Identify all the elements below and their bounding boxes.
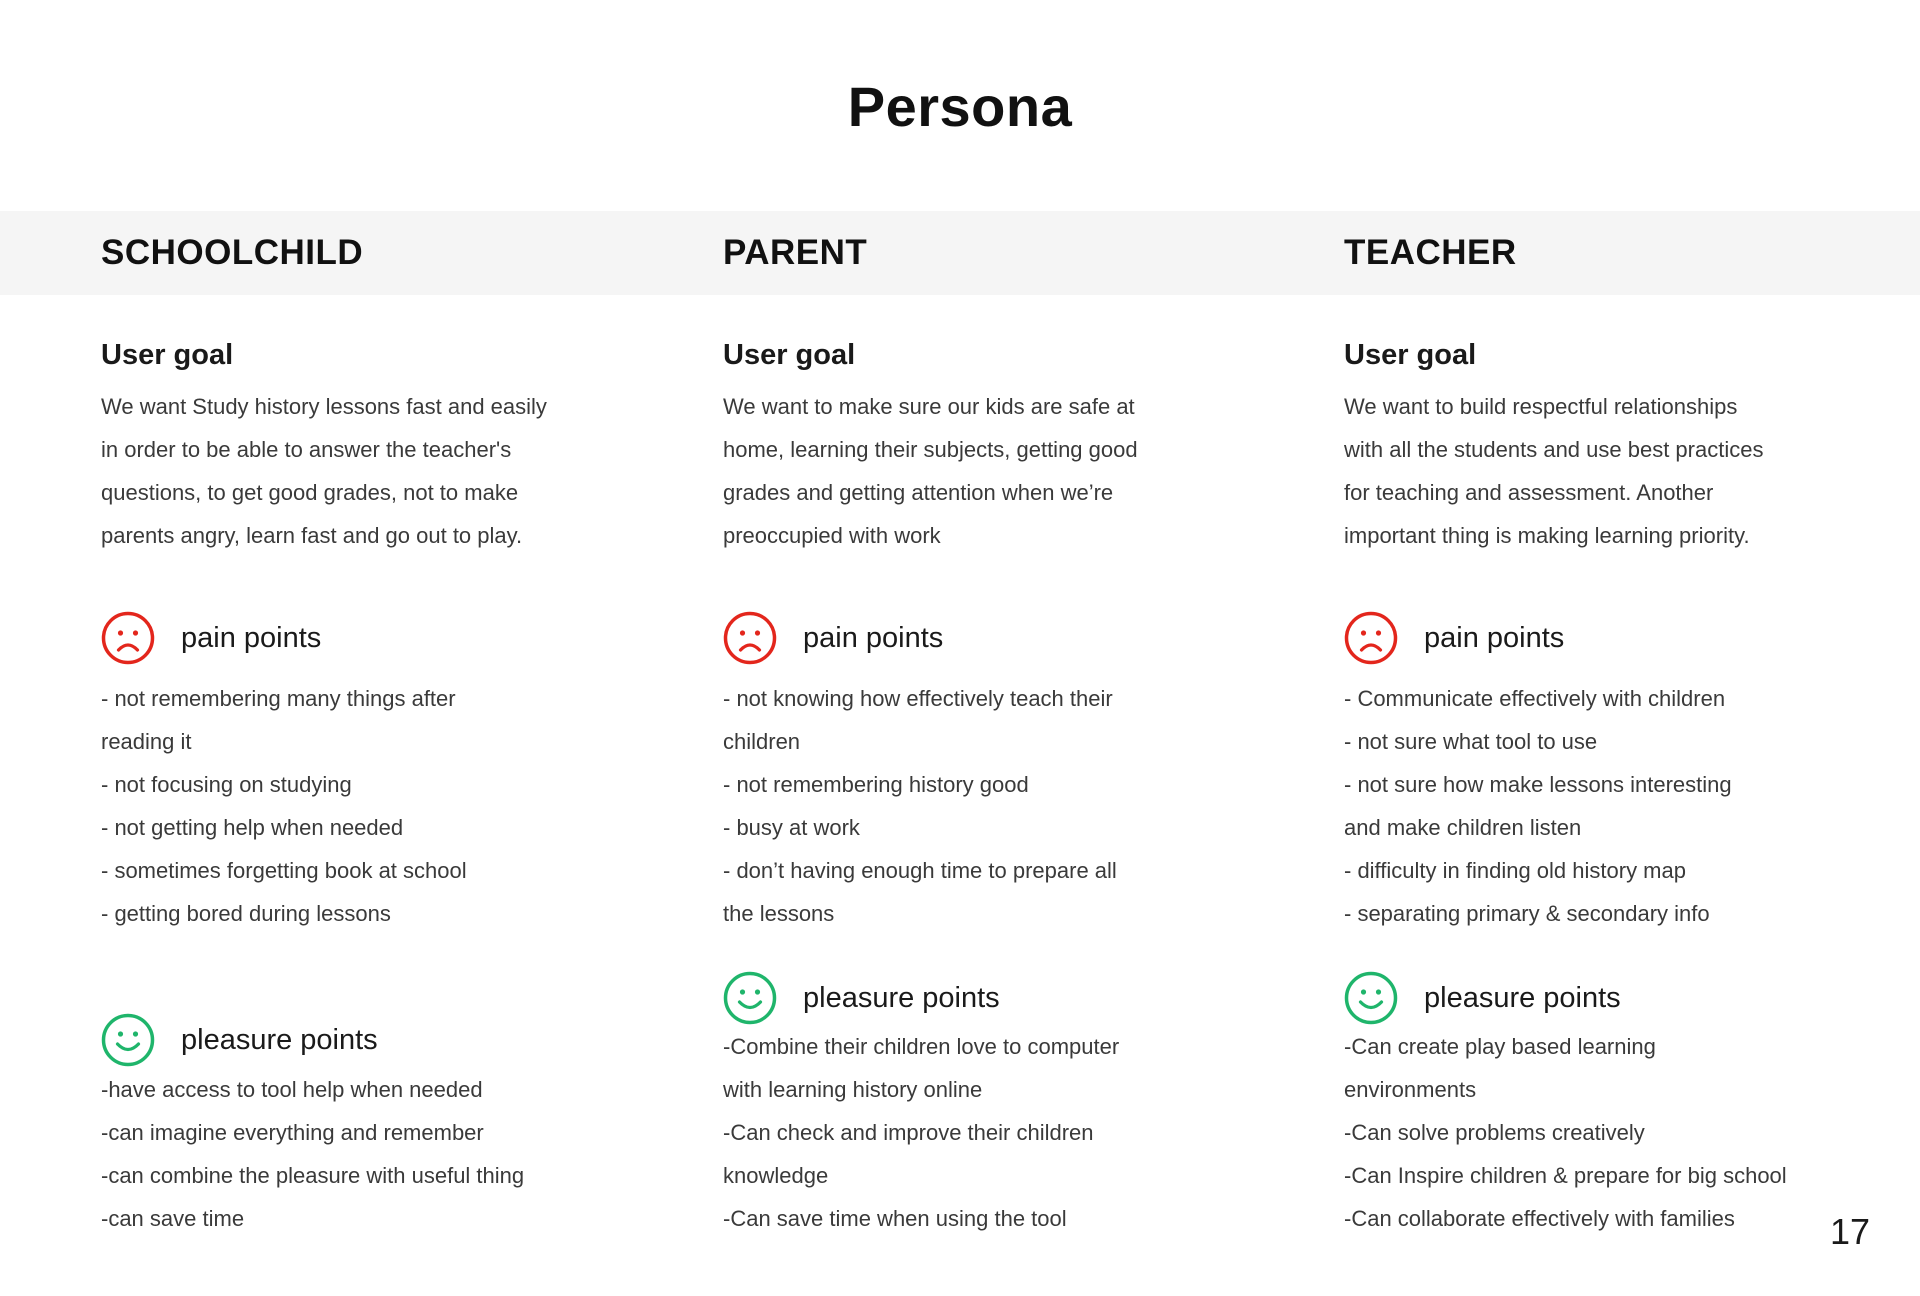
list-item: - not focusing on studying [101, 772, 352, 797]
list-item: - getting bored during lessons [101, 901, 391, 926]
list-item: - not sure what tool to use [1344, 729, 1598, 754]
pleasure-points-header [723, 971, 1000, 1025]
list-item: - not remembering history good [723, 772, 1029, 797]
list-item: reading it [101, 729, 192, 754]
user-goal-line: home, learning their subjects, getting good [723, 437, 1138, 462]
user-goal-line: in order to be able to answer the teacher's [101, 437, 512, 462]
list-item: -Can Inspire children & prepare for big school [1344, 1163, 1787, 1188]
user-goal-line: parents angry, learn fast and go out to play. [101, 523, 523, 548]
user-goal-line: for teaching and assessment. Another [1344, 480, 1714, 505]
pleasure-points-label: pleasure points [181, 1023, 378, 1056]
pleasure-points-header [1344, 971, 1621, 1025]
list-item: - separating primary & secondary info [1344, 901, 1710, 926]
list-item: -Can save time when using the tool [723, 1206, 1067, 1231]
pleasure-points-list [723, 1025, 1263, 1240]
list-item: - sometimes forgetting book at school [101, 858, 467, 883]
role-heading-parent: PARENT [723, 233, 868, 272]
list-item: - not sure how make lessons interesting [1344, 772, 1732, 797]
list-item: - busy at work [723, 815, 860, 840]
user-goal-text [101, 385, 641, 557]
pain-points-label: pain points [803, 621, 944, 654]
pleasure-points-label: pleasure points [1424, 981, 1621, 1014]
list-item: environments [1344, 1077, 1477, 1102]
list-item: - don’t having enough time to prepare all [723, 858, 1117, 883]
user-goal-line: important thing is making learning priority. [1344, 523, 1750, 548]
happy-face-icon [1344, 971, 1398, 1025]
pain-points-list [101, 677, 641, 935]
pain-points-header [1344, 611, 1564, 665]
list-item: and make children listen [1344, 815, 1582, 840]
list-item: -have access to tool help when needed [101, 1077, 483, 1102]
user-goal-line: We want to build respectful relationships [1344, 394, 1738, 419]
list-item: children [723, 729, 801, 754]
pain-points-list [1344, 677, 1884, 935]
sad-face-icon [1344, 611, 1398, 665]
user-goal-line: questions, to get good grades, not to make [101, 480, 519, 505]
list-item: -can combine the pleasure with useful thing [101, 1163, 525, 1188]
sad-face-icon [723, 611, 777, 665]
list-item: -can save time [101, 1206, 245, 1231]
page-title: Persona [847, 75, 1073, 138]
user-goal-line: preoccupied with work [723, 523, 941, 548]
happy-face-icon [101, 1013, 155, 1067]
role-heading-teacher: TEACHER [1344, 233, 1517, 272]
list-item: the lessons [723, 901, 835, 926]
user-goal-heading: User goal [723, 339, 856, 371]
pain-points-header [723, 611, 943, 665]
list-item: -Combine their children love to computer [723, 1034, 1120, 1059]
user-goal-line: grades and getting attention when we’re [723, 480, 1114, 505]
list-item: - not remembering many things after [101, 686, 456, 711]
list-item: -Can create play based learning [1344, 1034, 1656, 1059]
pain-points-header [101, 611, 321, 665]
user-goal-heading: User goal [101, 339, 234, 371]
persona-column-parent [723, 333, 1263, 1233]
list-item: -Can solve problems creatively [1344, 1120, 1645, 1145]
pleasure-points-list [1344, 1025, 1884, 1240]
persona-column-schoolchild [101, 333, 641, 1233]
user-goal-heading: User goal [1344, 339, 1477, 371]
list-item: - Communicate effectively with children [1344, 686, 1726, 711]
list-item: -Can collaborate effectively with families [1344, 1206, 1735, 1231]
persona-column-teacher [1344, 333, 1884, 1233]
pleasure-points-header [101, 1013, 378, 1067]
page-number: 17 [1829, 1211, 1870, 1252]
pain-points-label: pain points [1424, 621, 1565, 654]
pain-points-list [723, 677, 1263, 935]
role-heading-schoolchild: SCHOOLCHILD [101, 233, 364, 272]
user-goal-text [723, 385, 1263, 557]
list-item: - not knowing how effectively teach their [723, 686, 1113, 711]
list-item: with learning history online [723, 1077, 983, 1102]
sad-face-icon [101, 611, 155, 665]
pleasure-points-list [101, 1068, 641, 1240]
user-goal-line: We want Study history lessons fast and easily [101, 394, 547, 419]
happy-face-icon [723, 971, 777, 1025]
pleasure-points-label: pleasure points [803, 981, 1000, 1014]
list-item: - not getting help when needed [101, 815, 404, 840]
user-goal-text [1344, 385, 1884, 557]
list-item: - difficulty in finding old history map [1344, 858, 1686, 883]
pain-points-label: pain points [181, 621, 322, 654]
list-item: -can imagine everything and remember [101, 1120, 484, 1145]
list-item: knowledge [723, 1163, 829, 1188]
user-goal-line: with all the students and use best practices [1344, 437, 1764, 462]
list-item: -Can check and improve their children [723, 1120, 1094, 1145]
user-goal-line: We want to make sure our kids are safe at [723, 394, 1135, 419]
